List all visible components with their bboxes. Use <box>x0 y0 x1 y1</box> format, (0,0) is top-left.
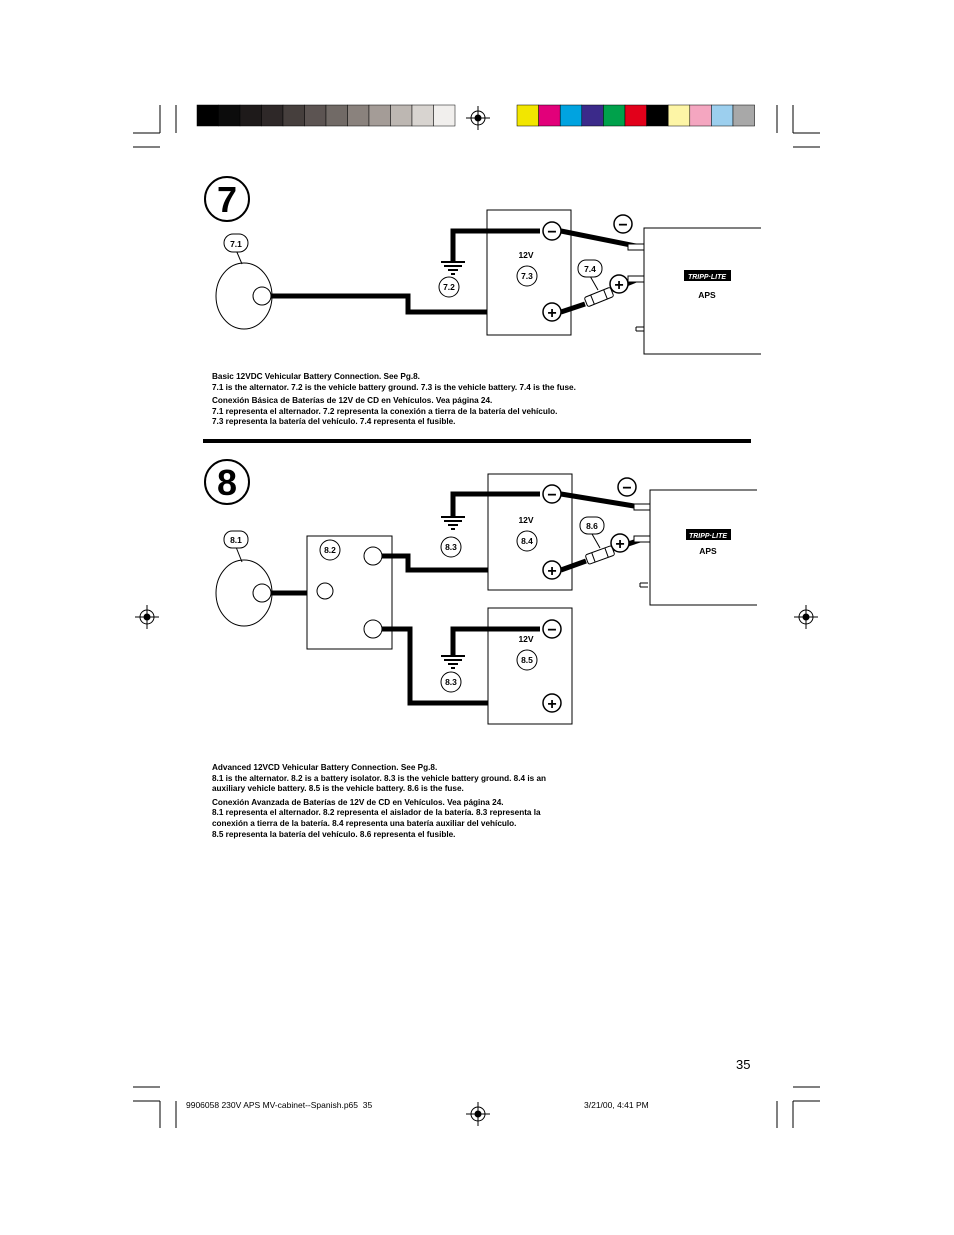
aps-label: APS <box>698 290 716 300</box>
fuse <box>585 546 615 565</box>
callout-label-isolator: 8.2 <box>324 545 336 555</box>
footer-filename: 9906058 230V APS MV-cabinet--Spanish.p65 <box>186 1100 359 1110</box>
svg-text:TRIPP·LITE: TRIPP·LITE <box>687 274 727 281</box>
footer-file <box>186 1100 372 1110</box>
caption-es-line: 8.1 representa el alternador. 8.2 representa el aislador de la batería. 8.3 representa la <box>212 808 541 818</box>
callout-label-battery: 7.3 <box>521 271 533 281</box>
callout-label-alternator: 8.1 <box>230 535 242 545</box>
footer-timestamp: 3/21/00, 4:41 PM <box>584 1100 649 1110</box>
caption-en-title: Advanced 12VCD Vehicular Battery Connection. See Pg.8. <box>212 763 438 772</box>
callout-label-fuse: 8.6 <box>586 521 598 531</box>
caption-en-body: 7.1 is the alternator. 7.2 is the vehicle battery ground. 7.3 is the vehicle battery. 7.4 is the fuse. <box>212 382 576 392</box>
callout-label-aux-battery: 8.4 <box>521 536 533 546</box>
svg-text:+: + <box>615 536 625 553</box>
caption-es-line: 7.3 representa la batería del vehículo. 7.4 representa el fusible. <box>212 417 456 427</box>
page-number: 35 <box>736 1057 751 1072</box>
svg-text:TRIPP·LITE: TRIPP·LITE <box>688 533 728 540</box>
svg-text:−: − <box>547 224 557 241</box>
caption-en-line: 8.1 is the alternator. 8.2 is a battery isolator. 8.3 is the vehicle battery ground. 8.4 is an <box>212 773 546 783</box>
alternator <box>216 560 272 626</box>
caption-en-title: Basic 12VDC Vehicular Battery Connection. See Pg.8. <box>212 372 420 381</box>
svg-text:−: − <box>547 622 557 639</box>
svg-text:−: − <box>618 217 628 234</box>
callout-label-ground: 7.2 <box>443 282 455 292</box>
caption-en-line: auxiliary vehicle battery. 8.5 is the vehicle battery. 8.6 is the fuse. <box>212 784 464 794</box>
aps-unit <box>628 228 774 354</box>
svg-text:+: + <box>547 305 557 322</box>
figure-7-caption <box>212 372 592 431</box>
footer-page: 35 <box>362 1100 373 1110</box>
caption-es-title: Conexión Básica de Baterías de 12V de CD en Vehículos. Vea página 24. <box>212 396 493 406</box>
alternator <box>216 263 272 329</box>
callout-label-vehicle-battery: 8.5 <box>521 655 533 665</box>
svg-text:12V: 12V <box>518 515 534 525</box>
caption-es-line: 7.1 representa el alternador. 7.2 representa la conexión a tierra de la batería del vehículo. <box>212 406 558 416</box>
svg-text:+: + <box>547 563 557 580</box>
svg-text:−: − <box>622 480 632 497</box>
figure-8-diagram <box>0 440 954 740</box>
svg-text:+: + <box>547 696 557 713</box>
svg-text:+: + <box>614 277 624 294</box>
caption-es-title: Conexión Avanzada de Baterías de 12V de CD en Vehículos. Vea página 24. <box>212 797 504 807</box>
aps-label: APS <box>699 546 717 556</box>
callout-label-ground: 8.3 <box>445 542 457 552</box>
battery-isolator <box>307 536 392 649</box>
callout-label-fuse: 7.4 <box>584 264 596 274</box>
caption-es-line: conexión a tierra de la batería. 8.4 representa una batería auxiliar del vehículo. <box>212 818 517 828</box>
figure-number: 8 <box>216 462 238 503</box>
aps-unit <box>634 490 770 605</box>
fuse <box>584 287 614 307</box>
callout-label-alternator: 7.1 <box>230 239 242 249</box>
registration-target-bottom <box>466 1102 490 1126</box>
svg-text:12V: 12V <box>518 634 534 644</box>
figure-8-caption <box>212 763 592 843</box>
figure-number: 7 <box>216 179 238 220</box>
battery-voltage: 12V <box>518 250 534 260</box>
caption-es-line: 8.5 representa la batería del vehículo. 8.6 representa el fusible. <box>212 829 456 839</box>
svg-text:−: − <box>547 487 557 504</box>
callout-label-ground: 8.3 <box>445 677 457 687</box>
